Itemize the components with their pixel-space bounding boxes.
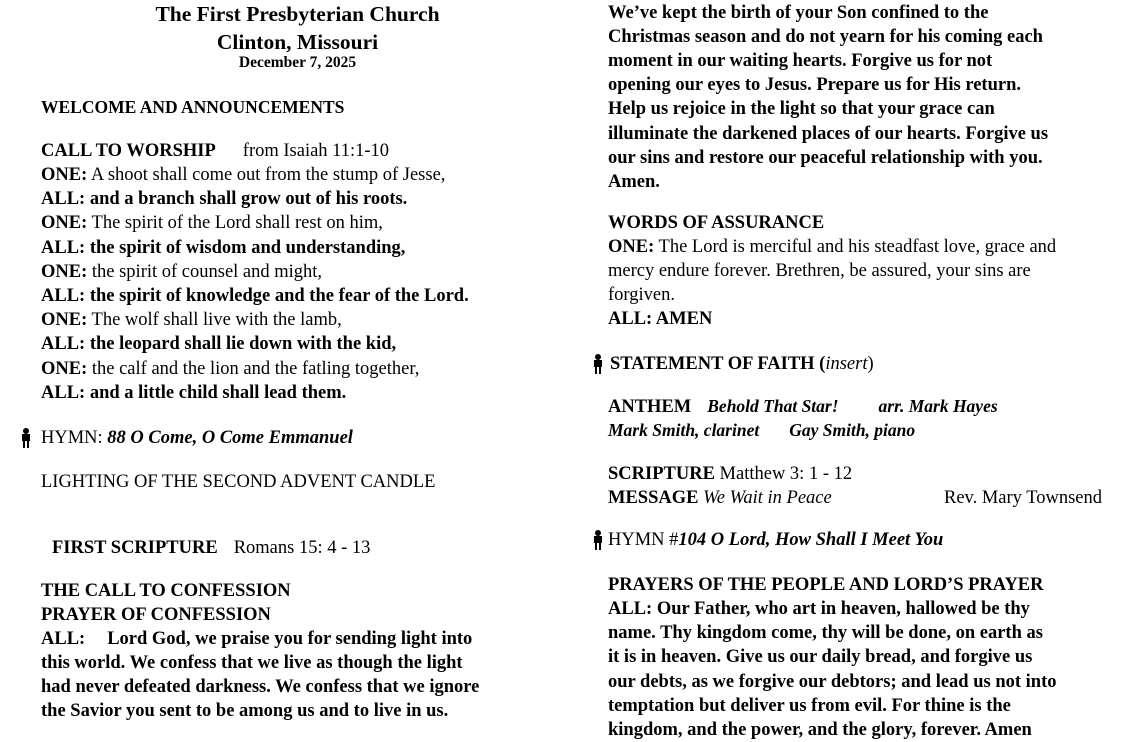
confession-line: Help us rejoice in the light so that your grace can [608, 99, 995, 120]
litany-text: the spirit of knowledge and the fear of the Lord. [89, 286, 469, 306]
message-speaker: Rev. Mary Townsend [944, 488, 1102, 508]
prayer-line: ALL: Our Father, who art in heaven, hallowed be thy [608, 599, 1030, 619]
anthem-performer: Mark Smith, clarinet [608, 420, 760, 440]
first-scripture [52, 536, 370, 560]
litany-line [41, 357, 419, 381]
litany-line [41, 236, 405, 260]
litany-speaker: ONE: [41, 358, 88, 379]
litany-line [41, 308, 342, 332]
faith-close: ) [867, 354, 874, 374]
assurance-text: The Lord is merciful and his steadfast love, grace and [658, 237, 1057, 257]
anthem-title: Behold That Star! [707, 396, 839, 416]
confession-text: Lord God, we praise you for sending light into [107, 629, 473, 649]
litany-line [41, 187, 407, 211]
call-to-worship [41, 139, 389, 163]
litany-line [41, 163, 445, 187]
church-location: Clinton, Missouri [216, 30, 379, 54]
statement-of-faith [610, 352, 874, 376]
hymn-1-label: HYMN: [41, 428, 103, 448]
confession-speaker: ALL: [41, 629, 86, 649]
litany-text: the calf and the lion and the fatling together, [91, 358, 420, 379]
prayer-of-confession-heading: PRAYER OF CONFESSION [41, 605, 271, 625]
stand-icon [20, 428, 32, 448]
litany-speaker: ALL: [41, 334, 86, 355]
prayer-line: it is in heaven. Give us our daily bread, and forgive us [608, 647, 1033, 668]
prayer-line: our debts, as we forgive our debtors; and lead us not into [608, 671, 1057, 692]
litany-speaker: ONE: [41, 213, 88, 234]
litany-line [41, 211, 383, 235]
faith-note: insert [825, 354, 868, 374]
call-to-confession: THE CALL TO CONFESSION [41, 581, 291, 601]
assurance-response: ALL: AMEN [608, 309, 713, 329]
hymn-2-title: 104 O Lord, How Shall I Meet You [678, 530, 944, 550]
litany-text: A shoot shall come out from the stump of Jesse, [90, 165, 446, 185]
litany-text: The spirit of the Lord shall rest on him, [91, 213, 383, 234]
assurance-line: forgiven. [608, 285, 675, 305]
confession-line [41, 627, 472, 651]
call-to-worship-heading: CALL TO WORSHIP [41, 141, 216, 161]
message [608, 486, 1102, 510]
litany-line [41, 332, 396, 356]
assurance-speaker: ONE: [608, 237, 655, 257]
litany-text: The wolf shall live with the lamb, [91, 310, 342, 331]
litany-line [41, 381, 346, 405]
litany-speaker: ONE: [41, 165, 88, 185]
litany-speaker: ALL: [41, 237, 86, 258]
anthem-heading: ANTHEM [608, 397, 692, 417]
confession-line: Amen. [608, 171, 660, 192]
prayer-line: name. Thy kingdom come, thy will be done, on earth as [608, 623, 1043, 644]
litany-text: the leopard shall lie down with the kid, [89, 334, 397, 355]
confession-line: Christmas season and do not yearn for his coming each [608, 27, 1043, 48]
litany-speaker: ALL: [41, 286, 86, 306]
assurance-line [608, 235, 1056, 259]
confession-line: moment in our waiting hearts. Forgive us for not [608, 51, 993, 72]
scripture-reference: Matthew 3: 1 - 12 [719, 464, 853, 484]
stand-icon [592, 530, 604, 550]
confession-line: We’ve kept the birth of your Son confined to the [608, 3, 989, 23]
anthem [608, 394, 998, 419]
hymn-1 [41, 426, 353, 450]
litany-text: and a little child shall lead them. [89, 382, 347, 403]
litany-text: the spirit of wisdom and understanding, [89, 237, 406, 258]
confession-line: our sins and restore our peaceful relationship with you. [608, 147, 1043, 168]
prayer-line: temptation but deliver us from evil. For thine is the [608, 695, 1011, 716]
hymn-1-title: 88 O Come, O Come Emmanuel [107, 428, 353, 448]
welcome-heading: WELCOME AND ANNOUNCEMENTS [41, 97, 345, 117]
scripture-heading: SCRIPTURE [608, 464, 715, 484]
anthem-arranger: arr. Mark Hayes [878, 396, 998, 416]
first-scripture-reference: Romans 15: 4 - 13 [233, 538, 371, 558]
confession-line: opening our eyes to Jesus. Prepare us for His return. [608, 75, 1021, 96]
message-heading: MESSAGE [608, 488, 699, 508]
church-name: The First Presbyterian Church [155, 2, 440, 26]
service-date: December 7, 2025 [238, 54, 357, 71]
call-to-worship-reference: from Isaiah 11:1-10 [242, 141, 390, 161]
stand-icon [592, 354, 604, 374]
assurance-line: mercy endure forever. Brethren, be assured, your sins are [608, 261, 1031, 281]
litany-speaker: ONE: [41, 261, 88, 282]
hymn-2-label: HYMN # [608, 530, 679, 550]
anthem-performer: Gay Smith, piano [789, 420, 916, 440]
confession-line: this world. We confess that we live as though the light [41, 653, 463, 673]
confession-line: illuminate the darkened places of our hearts. Forgive us [608, 123, 1049, 144]
faith-heading: STATEMENT OF FAITH ( [610, 354, 826, 374]
litany-line [41, 284, 469, 308]
first-scripture-heading: FIRST SCRIPTURE [52, 538, 218, 558]
candle-lighting: LIGHTING OF THE SECOND ADVENT CANDLE [41, 472, 436, 492]
confession-line: had never defeated darkness. We confess that we ignore [41, 677, 480, 697]
confession-line: the Savior you sent to be among us and to live in us. [41, 701, 449, 721]
litany-speaker: ALL: [41, 189, 86, 210]
litany-text: the spirit of counsel and might, [91, 261, 323, 282]
prayers-heading: PRAYERS OF THE PEOPLE AND LORD’S PRAYER [608, 575, 1044, 595]
litany-line [41, 260, 322, 284]
message-title: We Wait in Peace [703, 488, 832, 508]
litany-text: and a branch shall grow out of his roots. [89, 189, 408, 210]
litany-speaker: ALL: [41, 382, 86, 403]
hymn-2 [608, 528, 943, 552]
anthem-performers [608, 418, 915, 442]
litany-speaker: ONE: [41, 310, 88, 331]
scripture [608, 462, 852, 486]
assurance-heading: WORDS OF ASSURANCE [608, 213, 825, 233]
prayer-line: kingdom, and the power, and the glory, forever. Amen [608, 720, 1032, 740]
